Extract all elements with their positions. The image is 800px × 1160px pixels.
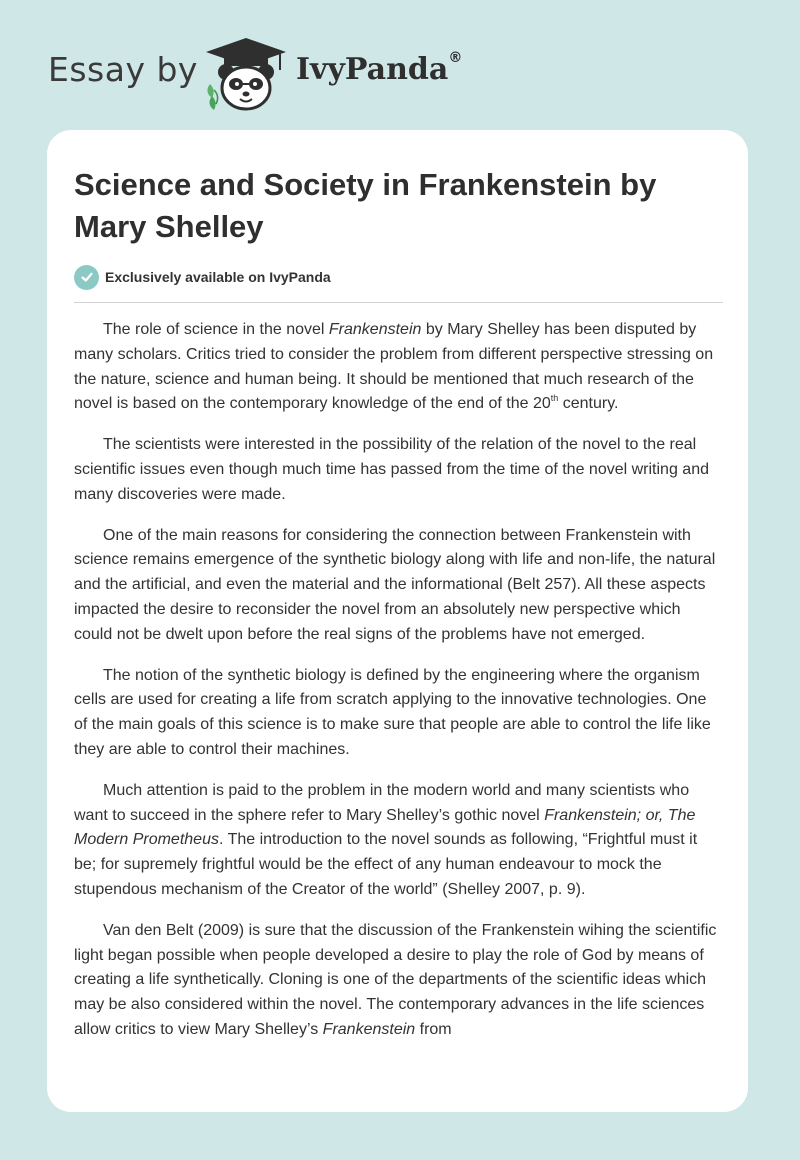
badge-label: Exclusively available on IvyPanda (105, 269, 331, 285)
paragraph: Much attention is paid to the problem in the modern world and many scientists who want to succeed in the sphere refer to Mary Shelley’s gothic novel Frankenstein; or, The Modern Prometheus. The introduction to the novel sounds as following, “Frightful must it be; for supremely frightful would be the effect of any human endeavour to mock the stupendous mechanism of the Creator of the world” (Shelley 2007, p. 9). (74, 781, 698, 898)
paragraph: One of the main reasons for considering the connection between Frankenstein with science remains emergence of the synthetic biology along with life and non-life, the natural and the artificial, and even the material and the informational (Belt 257). All these aspects impacted the desire to reconsider the novel from an absolutely new perspective which could not be dwelt upon before the real signs of the problems have not emerged. (74, 526, 716, 643)
site-header (0, 0, 800, 130)
page-title: Science and Society in Frankenstein by Mary Shelley (74, 167, 657, 244)
paragraph: The scientists were interested in the possibility of the relation of the novel to the real scientific issues even though much time has passed from the time of the novel writing and many discoveries were made. (74, 436, 709, 503)
brand-text: IvyPanda (296, 52, 449, 87)
book-title: Frankenstein (328, 321, 422, 338)
essay-by-label: Essay by (48, 50, 198, 89)
book-title: Frankenstein (322, 1020, 416, 1038)
book-title: Frankenstein; or, The Modern Prometheus (74, 806, 696, 849)
essay-body (74, 318, 723, 1059)
paragraph: Van den Belt (2009) is sure that the discussion of the Frankenstein wihing the scientific light began possible when people developed a desire to play the role of God by means of creating a life synthetically. Cloning is one of the departments of the scientific ideas which may be also considered within the novel. The contemporary advances in the life sciences allow critics to view Mary Shelley’s Frankenstein from (74, 921, 717, 1038)
divider (74, 302, 723, 303)
brand-name[interactable] (296, 52, 462, 87)
registered-mark: ® (448, 50, 463, 66)
exclusive-badge (74, 264, 331, 290)
checkmark-icon (74, 265, 99, 290)
paragraph: The role of science in the novel Frankenstein by Mary Shelley has been disputed by many scholars. Critics tried to consider the problem from different perspective stressing on the nature, science and human being. It should be mentioned that much research of the novel is based on the contemporary knowledge of the end of the 20th century. (74, 321, 714, 413)
paragraph: The notion of the synthetic biology is defined by the engineering where the organism cells are used for creating a life from scratch applying to the innovative technologies. One of the main goals of this science is to make sure that people are able to control the life like they are able to control their machines. (74, 666, 711, 758)
panda-graduate-icon[interactable] (200, 34, 292, 112)
essay-card (47, 130, 748, 1112)
